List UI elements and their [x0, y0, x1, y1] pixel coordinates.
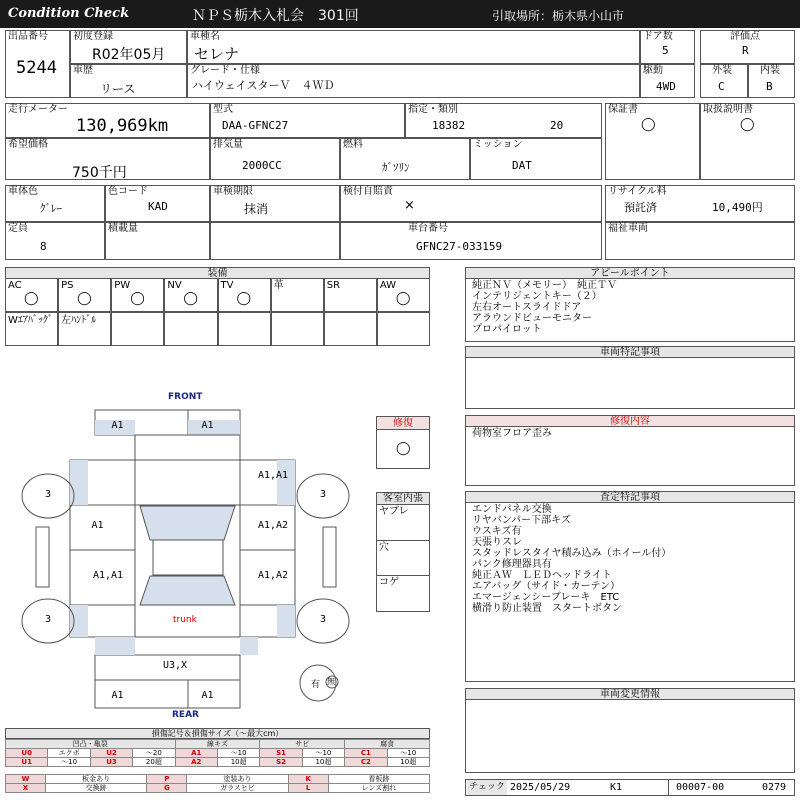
legend-cell: 〜10 — [48, 758, 90, 767]
mileage: 130,969km — [76, 116, 169, 136]
equipment-value: ◯ — [395, 291, 411, 306]
equipment-key: SR — [326, 280, 341, 291]
text-line: インテリジェントキー（２） — [472, 291, 602, 302]
legend-cell: U1 — [6, 758, 48, 767]
legend-cell: 〜10 — [217, 749, 259, 758]
ext-label: 外装 — [712, 65, 732, 76]
mark-rear-right: A1 — [201, 690, 214, 701]
footer-code2: 0279 — [762, 782, 787, 793]
equipment-item — [377, 312, 430, 346]
interior-item-hole: 穴 — [379, 542, 389, 553]
legend-cell: レンズ割れ — [328, 784, 429, 793]
manual-label: 取扱説明書 — [703, 104, 753, 115]
legend-cell: U3 — [90, 758, 132, 767]
label-rear: REAR — [172, 710, 199, 720]
legend-cell: U2 — [90, 749, 132, 758]
spare-tire-label: 有 — [311, 680, 321, 690]
mark-rear: U3,X — [162, 660, 188, 671]
displacement: 2000CC — [242, 159, 282, 172]
change-box — [465, 699, 795, 773]
legend-table — [5, 739, 430, 767]
model-type: DAA-GFNC27 — [222, 119, 289, 132]
interior-box — [376, 504, 430, 612]
header-title: Condition Check — [8, 6, 130, 21]
recycle-label: リサイクル料 — [608, 186, 667, 197]
legend-corrosion: 腐食 — [345, 740, 430, 749]
equipment-item — [271, 312, 324, 346]
pickup-location: 引取場所：栃木県小山市 — [492, 9, 625, 23]
tire-rear-left: 3 — [44, 614, 52, 625]
displacement-label: 排気量 — [213, 139, 243, 150]
interior-item-burn: コゲ — [379, 577, 399, 588]
color-code: KAD — [148, 200, 168, 213]
text-line: 荷物室フロア歪み — [472, 428, 552, 439]
legend-cell: 10超 — [302, 758, 344, 767]
legend-cell: エクボ — [48, 749, 90, 758]
fuel: ｶﾞｿﾘﾝ — [382, 161, 410, 174]
equipment-item — [164, 278, 217, 312]
color-label: 車体色 — [8, 186, 38, 197]
equipment-item — [218, 278, 271, 312]
equipment-key: TV — [220, 280, 234, 291]
equipment-value: ◯ — [236, 291, 252, 306]
grade-label: グレード・仕様 — [190, 65, 260, 76]
legend-dent: 凹凸・亀裂 — [6, 740, 176, 749]
legend-scratch: 線キズ — [175, 740, 260, 749]
text-line: エマージェンシーブレーキ ETC — [472, 592, 620, 603]
tire-front-left: 3 — [44, 489, 52, 500]
tire-rear-right: 3 — [319, 614, 327, 625]
model-name: セレナ — [194, 45, 240, 63]
liability: × — [404, 198, 415, 213]
history-label: 車歴 — [73, 65, 93, 76]
warranty-mark: ◯ — [641, 117, 656, 132]
grade-score: R — [742, 44, 749, 57]
legend-cell: U0 — [6, 749, 48, 758]
chassis-label: 車台番号 — [408, 223, 448, 234]
equipment-key: 左ﾊﾝﾄﾞﾙ — [61, 315, 97, 326]
text-line: エアバッグ（サイド・カーテン） — [472, 581, 620, 592]
equipment-item — [111, 312, 164, 346]
equipment-key: AW — [379, 280, 397, 291]
repair-mark: ◯ — [396, 441, 411, 456]
equipment-value: ◯ — [77, 291, 92, 306]
repair-title: 修復 — [376, 416, 430, 430]
special-title: 車両特記事項 — [465, 346, 795, 358]
color-code-label: 色コード — [108, 186, 148, 197]
first-reg: R02年05月 — [92, 47, 166, 63]
lot-no: 5244 — [16, 58, 57, 78]
mark-left-front-door: A1 — [91, 520, 104, 531]
equipment-title: 装備 — [5, 267, 430, 279]
text-line: リヤバンパー下部キズ — [472, 515, 571, 526]
equipment-item — [324, 312, 377, 346]
label-trunk: trunk — [173, 615, 197, 625]
repair-detail-box — [465, 426, 795, 486]
first-reg-label: 初度登録 — [73, 31, 113, 42]
legend-cell: A2 — [175, 758, 217, 767]
legend-cell: 塗装あり — [187, 775, 288, 784]
equipment-key: AC — [8, 280, 22, 291]
category: 20 — [550, 119, 564, 132]
footer-check-label: チェック — [467, 780, 507, 795]
mark-left-rear-door: A1,A1 — [92, 570, 124, 581]
equipment-item — [111, 278, 164, 312]
mark-right-front-door: A1,A2 — [257, 520, 289, 531]
interior-divider-1 — [376, 540, 430, 541]
warranty-label: 保証書 — [608, 104, 638, 115]
text-line: 純正ＡＷ ＬＥＤヘッドライト — [472, 570, 612, 581]
equipment-item — [5, 278, 58, 312]
drive: 4WD — [656, 80, 676, 93]
chassis: GFNC27-033159 — [416, 240, 503, 253]
model-name-cell — [187, 30, 640, 64]
model-name-label: 車種名 — [190, 31, 220, 42]
equipment-key: 革 — [273, 280, 284, 291]
grade: ハイウェイスターＶ ４ＷＤ — [192, 79, 335, 92]
doors: 5 — [662, 44, 669, 57]
color: ｸﾞﾚｰ — [40, 202, 62, 215]
equipment-item — [58, 312, 111, 346]
text-line: 横滑り防止装置 スタートボタン — [472, 603, 622, 614]
footer-staff: K1 — [610, 782, 623, 793]
interior-title: 客室内張 — [376, 492, 430, 505]
auction-name: ＮＰＳ栃木入札会 301回 — [192, 8, 359, 24]
recycle-fee: 10,490円 — [712, 201, 763, 214]
designation-label: 指定・類別 — [408, 104, 458, 115]
legend-cell: W — [6, 775, 46, 784]
load-label: 積載量 — [108, 223, 138, 234]
mark-rear-left: A1 — [111, 690, 124, 701]
equipment-value: ◯ — [24, 291, 39, 306]
legend-cell: 〜20 — [133, 749, 175, 758]
legend-cell: S2 — [260, 758, 302, 767]
legend-cell: A1 — [175, 749, 217, 758]
equipment-item — [58, 278, 111, 312]
text-line: 左右オートスライドドア — [472, 302, 582, 313]
ext: C — [718, 80, 725, 93]
equipment-item — [218, 312, 271, 346]
legend-cell: S1 — [260, 749, 302, 758]
legend-cell: 板金あり — [46, 775, 147, 784]
type-label: 型式 — [213, 104, 233, 115]
appeal-title: アピールポイント — [465, 267, 795, 279]
footer-code1: 00007-00 — [676, 782, 725, 793]
text-line: エンドパネル交換 — [472, 504, 552, 515]
equipment-item — [377, 278, 430, 312]
text-line: アラウンドビューモニター — [472, 313, 592, 324]
mark-front-left: A1 — [111, 420, 124, 431]
manual-mark: ◯ — [740, 117, 755, 132]
appraisal-box — [465, 502, 795, 682]
welfare-label: 福祉車両 — [608, 223, 648, 234]
text-line: 天張りスレ — [472, 537, 522, 548]
repair-detail-title: 修復内容 — [465, 415, 795, 427]
mark-front-right: A1 — [201, 420, 214, 431]
legend-cell: K — [288, 775, 328, 784]
legend-cell: 看板跡 — [328, 775, 429, 784]
legend-cell: 10超 — [217, 758, 259, 767]
designation: 18382 — [432, 119, 466, 132]
footer-date: 2025/05/29 — [510, 782, 571, 793]
mileage-label: 走行メーター — [8, 104, 68, 115]
text-line: 純正ＮＶ（メモリー） 純正ＴＶ — [472, 280, 617, 291]
text-line: パンク修理器具有 — [472, 559, 552, 570]
legend-cell: L — [288, 784, 328, 793]
appeal-box — [465, 278, 795, 342]
equipment-item — [324, 278, 377, 312]
price-label: 希望価格 — [8, 139, 48, 150]
equipment-key: NV — [167, 280, 182, 291]
label-front: FRONT — [168, 392, 203, 402]
legend-title: 損傷記号＆損傷サイズ（〜最大cm） — [5, 728, 430, 739]
special-box — [465, 357, 795, 409]
equipment-key: Wｴｱﾊﾞｯｸﾞ — [8, 315, 53, 326]
legend-cell: 10超 — [387, 758, 429, 767]
footer-divider — [668, 779, 669, 796]
legend-cell: 20超 — [133, 758, 175, 767]
recycle-status: 預託済 — [624, 201, 657, 214]
text-line: プロパイロット — [472, 324, 542, 335]
inspection: 抹消 — [244, 202, 269, 216]
capacity: 8 — [40, 240, 47, 253]
legend-cell: 〜10 — [302, 749, 344, 758]
legend-cell: G — [147, 784, 187, 793]
fuel-label: 燃料 — [343, 139, 363, 150]
history: リース — [100, 82, 136, 96]
mark-front-right-fender: A1,A1 — [257, 470, 289, 481]
int-label: 内装 — [760, 65, 780, 76]
lot-no-label: 出品番号 — [8, 31, 48, 42]
liability-label: 検付自賠責 — [343, 186, 393, 197]
equipment-key: PW — [114, 280, 131, 291]
grade-score-label: 評価点 — [730, 31, 760, 42]
empty-cell — [210, 222, 340, 260]
tire-front-right: 3 — [319, 489, 327, 500]
appraisal-title: 査定特記事項 — [465, 491, 795, 503]
legend-cell: ガラスヒビ — [187, 784, 288, 793]
equipment-value: ◯ — [183, 291, 198, 306]
equipment-item — [5, 312, 58, 346]
legend-rust: サビ — [260, 740, 345, 749]
inspection-label: 車検期限 — [213, 186, 253, 197]
int: B — [766, 80, 773, 93]
mission-label: ミッション — [473, 139, 523, 150]
interior-item-tear: ヤブレ — [379, 506, 409, 517]
interior-divider-2 — [376, 575, 430, 576]
text-line: ウスキズ有 — [472, 526, 522, 537]
change-title: 車両変更情報 — [465, 688, 795, 700]
drive-label: 駆動 — [643, 65, 663, 76]
legend-table-2 — [5, 774, 430, 793]
equipment-item — [271, 278, 324, 312]
legend-cell: C2 — [345, 758, 387, 767]
equipment-item — [164, 312, 217, 346]
legend-cell: 〜10 — [387, 749, 429, 758]
legend-cell: C1 — [345, 749, 387, 758]
mission: DAT — [512, 159, 532, 172]
mark-right-rear-door: A1,A2 — [257, 570, 289, 581]
spare-tire-mark: 無 — [327, 677, 335, 686]
price: 750千円 — [72, 165, 127, 181]
equipment-key: PS — [61, 280, 74, 291]
equipment-grid — [5, 278, 430, 346]
legend-cell: 交換跡 — [46, 784, 147, 793]
legend-cell: P — [147, 775, 187, 784]
text-line: スタッドレスタイヤ積み込み（ホイール付） — [472, 548, 672, 559]
equipment-value: ◯ — [130, 291, 145, 306]
legend-cell: X — [6, 784, 46, 793]
doors-label: ドア数 — [643, 31, 673, 42]
capacity-label: 定員 — [8, 223, 28, 234]
